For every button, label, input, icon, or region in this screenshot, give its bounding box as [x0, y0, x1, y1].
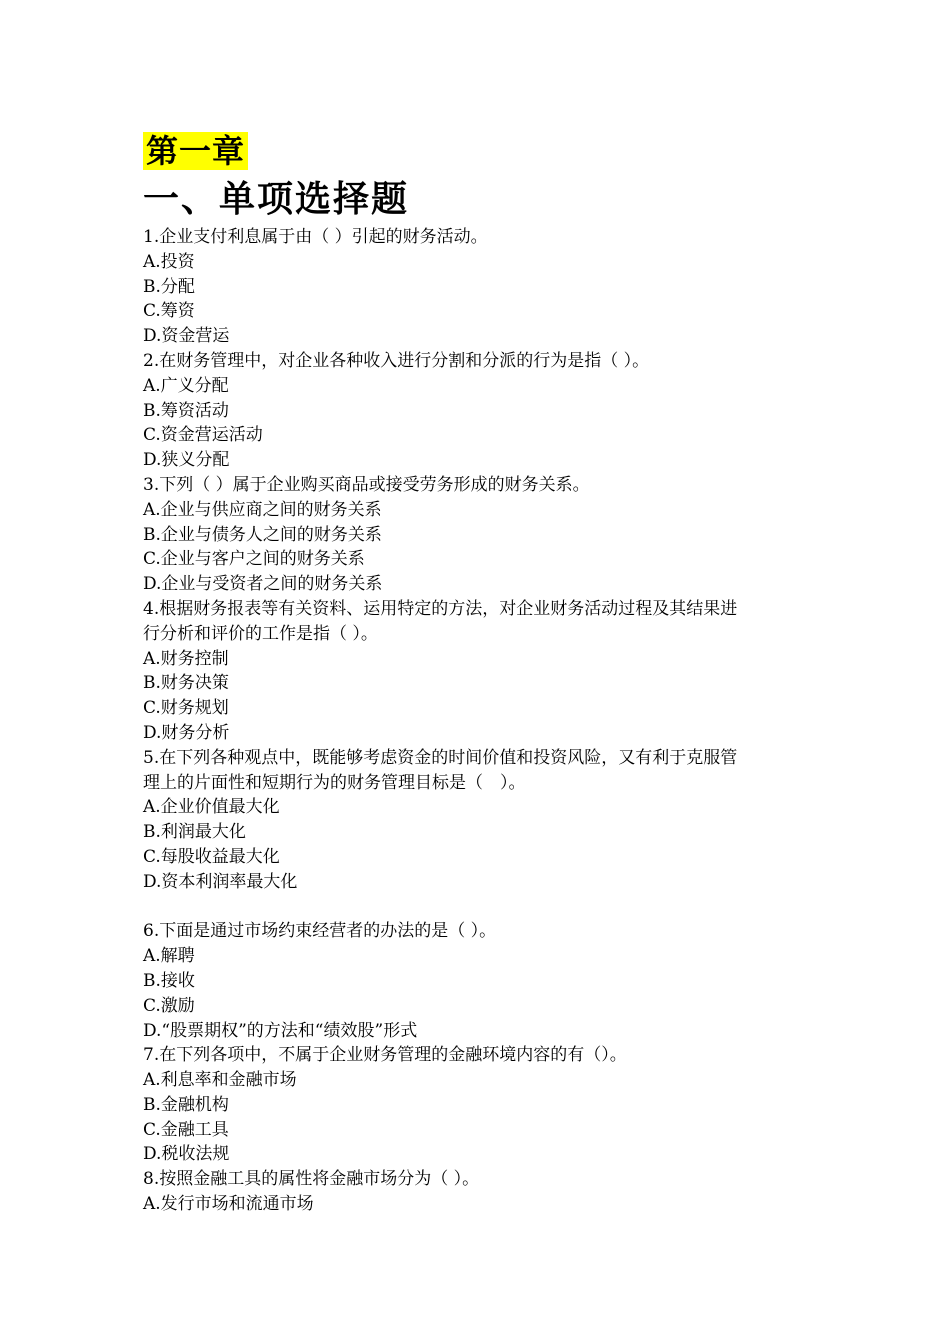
text-line: A.企业价值最大化 [143, 797, 280, 818]
text-line: 8.按照金融工具的属性将金融市场分为（ ）。 [143, 1169, 480, 1190]
text-line: B.利润最大化 [143, 822, 246, 843]
text-line: A.利息率和金融市场 [143, 1070, 297, 1091]
text-line: 6.下面是通过市场约束经营者的办法的是（ ）。 [143, 921, 497, 942]
text-line: B.分配 [143, 276, 195, 297]
text-line: B.财务决策 [143, 673, 229, 694]
text-line: C.企业与客户之间的财务关系 [143, 549, 365, 570]
text-line: D.狭义分配 [143, 450, 230, 471]
text-line: D.资金营运 [143, 326, 230, 347]
text-line: D.“股票期权”的方法和“绩效股”形式 [143, 1020, 418, 1041]
text-line: 2.在财务管理中，对企业各种收入进行分割和分派的行为是指（ ）。 [143, 350, 650, 371]
text-line: A.广义分配 [143, 375, 229, 396]
blank-line [143, 895, 813, 920]
text-line: A.财务控制 [143, 648, 229, 669]
text-line: D.资本利润率最大化 [143, 871, 298, 892]
text-line: C.激励 [143, 995, 195, 1016]
text-line: C.筹资 [143, 301, 195, 322]
text-line: C.每股收益最大化 [143, 846, 280, 867]
text-line: C.财务规划 [143, 698, 229, 719]
text-line: C.资金营运活动 [143, 425, 263, 446]
question-body [143, 225, 813, 1217]
text-line: B.企业与债务人之间的财务关系 [143, 524, 382, 545]
chapter-title: 第一章 [143, 132, 248, 170]
text-line: D.企业与受资者之间的财务关系 [143, 574, 383, 595]
text-line: 4.根据财务报表等有关资料、运用特定的方法，对企业财务活动过程及其结果进 [143, 598, 738, 619]
text-line: 理上的片面性和短期行为的财务管理目标是（ ）。 [143, 772, 526, 793]
text-line: C.金融工具 [143, 1119, 229, 1140]
text-line: A.解聘 [143, 946, 195, 967]
text-line: A.企业与供应商之间的财务关系 [143, 499, 382, 520]
text-line: A.发行市场和流通市场 [143, 1194, 314, 1215]
text-line: B.筹资活动 [143, 400, 229, 421]
text-line: B.金融机构 [143, 1094, 229, 1115]
section-title: 一、单项选择题 [143, 179, 410, 220]
text-line: B.接收 [143, 970, 195, 991]
text-line: D.财务分析 [143, 722, 230, 743]
text-line: D.税收法规 [143, 1144, 230, 1165]
text-line: 行分析和评价的工作是指（ ）。 [143, 623, 378, 644]
text-line: 1.企业支付利息属于由（ ）引起的财务活动。 [143, 227, 488, 247]
text-line: 7.在下列各项中，不属于企业财务管理的金融环境内容的有（）。 [143, 1045, 627, 1066]
text-line: A.投资 [143, 251, 195, 272]
text-line: 3.下列（ ）属于企业购买商品或接受劳务形成的财务关系。 [143, 474, 590, 495]
text-line: 5.在下列各种观点中，既能够考虑资金的时间价值和投资风险，又有利于克服管 [143, 747, 738, 768]
